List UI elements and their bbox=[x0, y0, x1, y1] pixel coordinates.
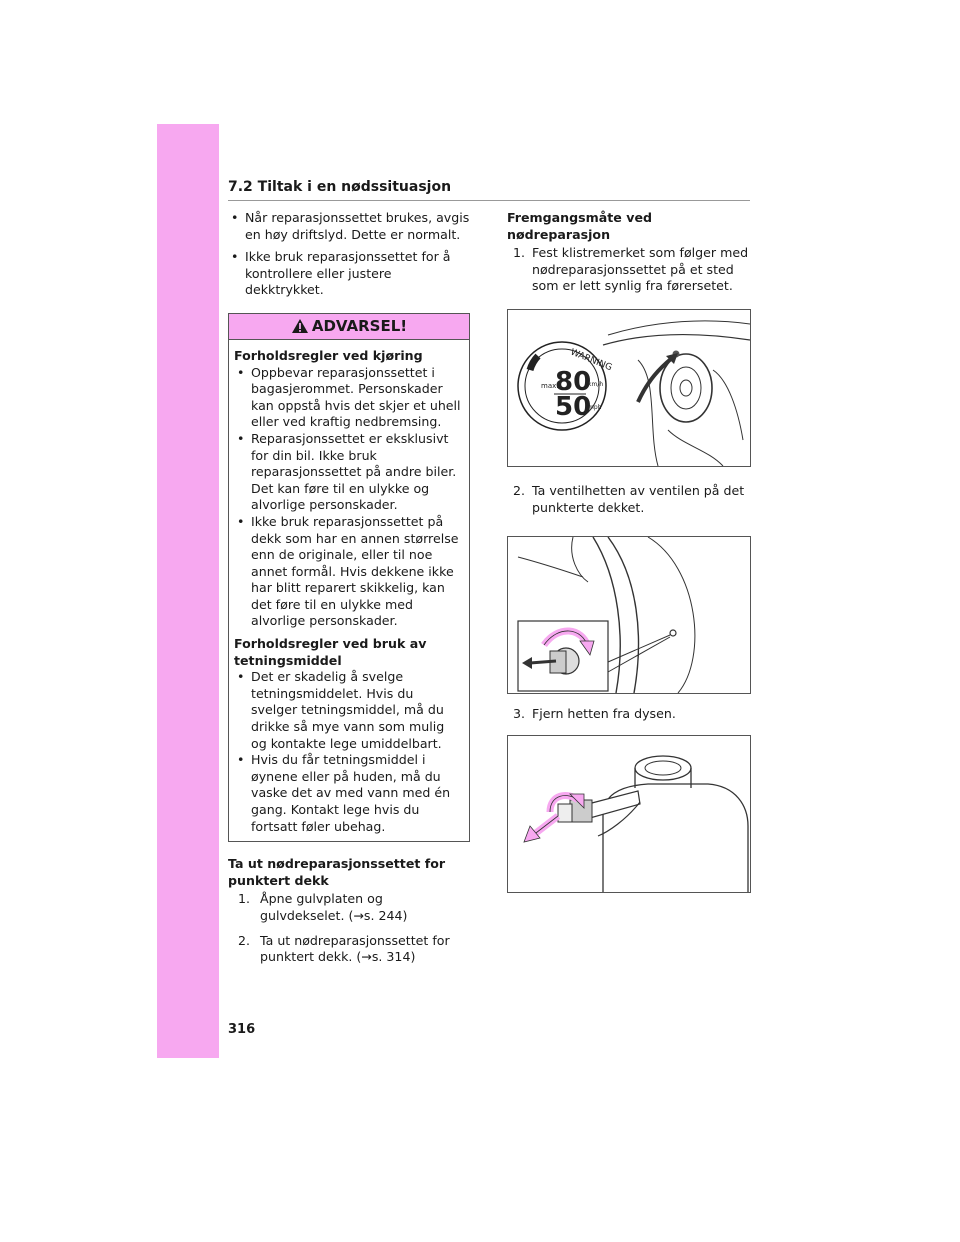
warning-bullet: • Reparasjonssettet er eksklusivt for din bil. Ikke bruk reparasjonssettet på andre biler. Det kan føre til en ulykke og alvorlige personskader. bbox=[234, 431, 463, 514]
step-number: 2. bbox=[513, 482, 526, 498]
warning-box bbox=[228, 313, 470, 842]
sticker-illustration bbox=[507, 309, 751, 467]
warning-triangle-icon bbox=[291, 318, 309, 334]
bullet-no-pressure-check: • Ikke bruk reparasjonssettet for å kontrollere eller justere dekktrykket. bbox=[228, 249, 470, 299]
right-step-2 bbox=[507, 483, 751, 516]
right-step-1 bbox=[507, 245, 751, 295]
left-step-1 bbox=[228, 891, 470, 924]
step-number: 1. bbox=[238, 891, 251, 907]
warning-title: ADVARSEL! bbox=[311, 317, 408, 336]
sticker-warning-text: WARNING bbox=[568, 347, 614, 374]
step-text: Ta ut nødreparasjonssettet for punktert dekk. (→s. 314) bbox=[260, 932, 450, 965]
repair-procedure-heading: Fremgangsmåte ved nødreparasjon bbox=[507, 210, 652, 242]
step-number: 1. bbox=[513, 245, 526, 261]
step-text: Fest klistremerket som følger med nødreparasjonssettet på et sted som er lett synlig fra førersetet. bbox=[532, 245, 749, 294]
warning-bullet: • Ikke bruk reparasjonssettet på dekk som har en annen størrelse enn de originale, eller til noe annet formål. Hvis dekkene ikke har blitt reparert skikkelig, kan det føre til en ulykke med alvorlige personskader. bbox=[234, 514, 463, 630]
right-column bbox=[507, 210, 751, 893]
valve-cap-illustration bbox=[507, 536, 751, 694]
warning-bullet: • Det er skadelig å svelge tetningsmiddelet. Hvis du svelger tetningsmiddel, må du drikke så mye vann som mulig og kontakte lege umiddelbart. bbox=[234, 669, 463, 752]
step-text: Ta ventilhetten av ventilen på det punkterte dekket. bbox=[532, 482, 745, 515]
page-number: 316 bbox=[228, 1022, 256, 1037]
chapter-title: 7.2 Tiltak i en nødssituasjon bbox=[228, 179, 452, 195]
right-step-3 bbox=[507, 706, 751, 723]
step-number: 2. bbox=[238, 932, 251, 948]
sticker-speed-mph: 50 bbox=[555, 391, 592, 422]
left-column bbox=[228, 210, 470, 974]
remove-kit-heading: Ta ut nødreparasjonssettet for punktert dekk bbox=[228, 856, 446, 888]
step-text: Fjern hetten fra dysen. bbox=[532, 706, 676, 722]
warning-header bbox=[229, 314, 469, 340]
warning-heading-driving: Forholdsregler ved kjøring bbox=[234, 347, 423, 363]
warning-bullet: • Hvis du får tetningsmiddel i øynene eller på huden, må du vaske det av med vann med én gang. Kontakt lege hvis du fortsatt føler ubehag. bbox=[234, 752, 463, 835]
warning-body bbox=[229, 340, 469, 841]
valve-cap-drawing bbox=[508, 537, 750, 693]
left-step-2 bbox=[228, 933, 470, 966]
warning-heading-sealant: Forholdsregler ved bruk av tetningsmiddel bbox=[234, 636, 427, 668]
warning-bullet: • Oppbevar reparasjonssettet i bagasjerommet. Personskader kan oppstå hvis det skjer et uhell eller ved kraftig nedbremsing. bbox=[234, 365, 463, 431]
dashboard-sticker-drawing bbox=[508, 310, 750, 466]
sticker-max-text: max. bbox=[541, 381, 559, 390]
nozzle-cap-illustration bbox=[507, 735, 751, 893]
sticker-unit-kmh: km/h bbox=[588, 380, 604, 388]
sticker-unit-mph: mph bbox=[588, 403, 602, 411]
header-divider bbox=[228, 200, 750, 201]
bullet-noise: • Når reparasjonssettet brukes, avgis en høy driftslyd. Dette er normalt. bbox=[228, 210, 470, 243]
nozzle-cap-drawing bbox=[508, 736, 750, 892]
step-number: 3. bbox=[513, 706, 526, 722]
step-text: Åpne gulvplaten og gulvdekselet. (→s. 244) bbox=[260, 891, 408, 923]
sticker-speed-kmh: 80 bbox=[555, 366, 592, 397]
chapter-sidebar-tab bbox=[157, 124, 219, 1058]
